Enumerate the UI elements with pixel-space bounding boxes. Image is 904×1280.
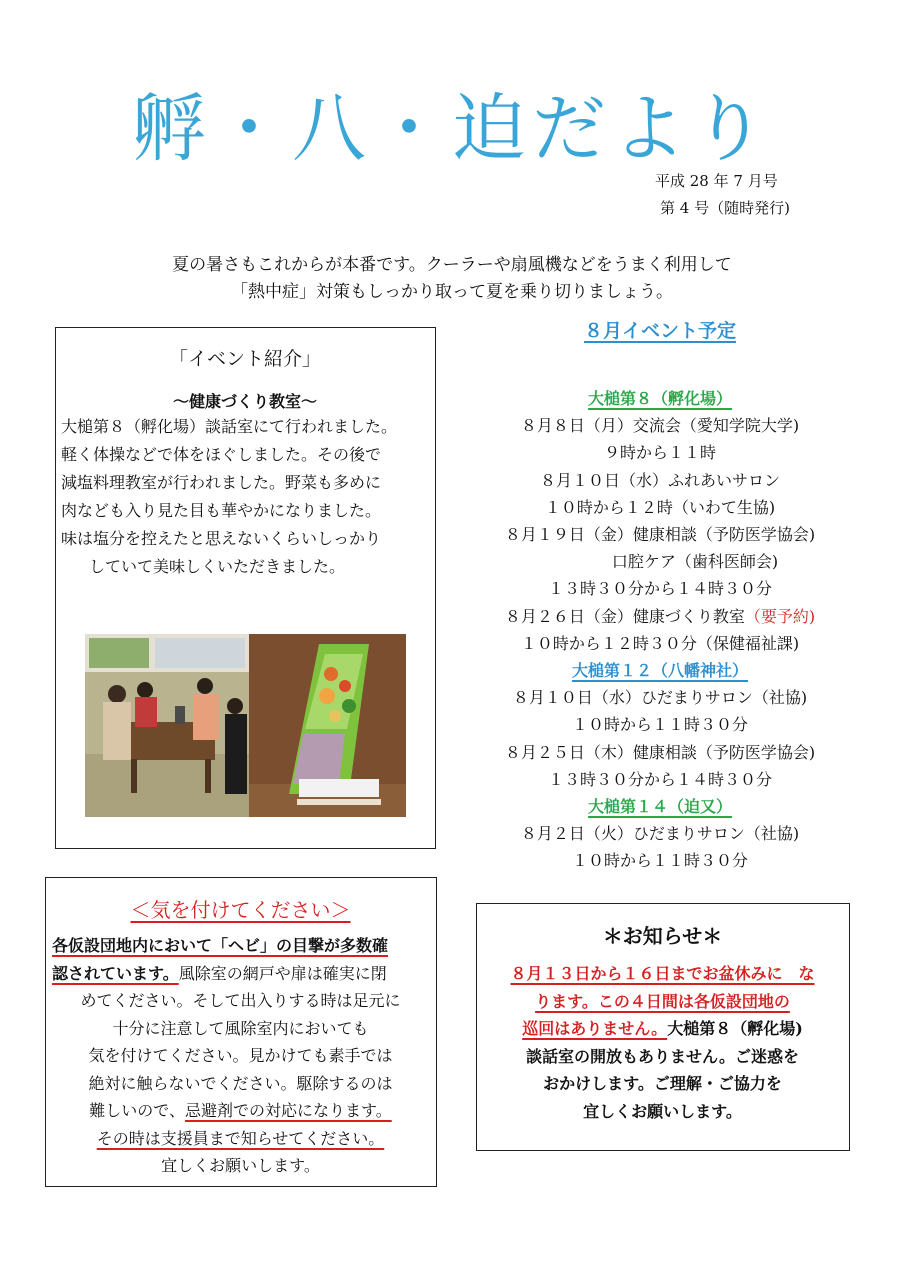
notice-box [476,903,850,1151]
schedule-line: １０時から１２時（いわて生協) [544,497,776,517]
caution-line: 気を付けてください。見かけても素手では [88,1046,393,1065]
schedule-line: １３時３０分から１４時３０分 [547,769,772,789]
notice-emphasis: 巡回はありません。 [522,1019,668,1039]
schedule-line: ８月１０日（水）ふれあいサロン [539,470,780,490]
schedule-list [460,385,860,875]
schedule-line: １０時から１２時３０分（保健福祉課) [520,633,800,653]
schedule-heading: ８月イベント予定 [583,320,736,342]
notice-emphasis: ります。この４日間は各仮設団地の [535,991,790,1011]
cooking-class-photo [85,634,249,817]
event-intro-line: 味は塩分を控えたと思えないくらいしっかり [61,529,382,548]
event-intro-box [55,327,436,849]
caution-emphasis: 各仮設団地内において「ヘビ」の目撃が多数確 [52,936,389,955]
notice-line: 宜しくお願いします。 [583,1101,742,1121]
notice-emphasis: ８月１３日から１６日までお盆休みに な [510,964,815,983]
venue-label: 大槌第１２（八幡神社） [571,661,748,681]
caution-emphasis: 忌避剤での対応になります。 [184,1101,392,1120]
venue-label: 大槌第１４（迫又） [587,797,732,817]
caution-line: 十分に注意して風除室内においても [112,1018,369,1038]
schedule-line: 口腔ケア（歯科医師会) [611,552,779,572]
event-intro-line: 減塩料理教室が行われました。野菜も多めに [61,473,382,492]
schedule-line: ８月１９日（金）健康相談（予防医学協会) [504,525,816,545]
notice-line: 談話室の開放もありません。ご迷惑を [526,1046,799,1066]
caution-heading: ＜気を付けてください＞ [130,898,351,922]
healthy-meal-photo [249,634,406,817]
caution-box [45,877,437,1187]
schedule-line: １０時から１１時３０分 [571,851,748,871]
issue-number: 第 4 号（随時発行) [660,199,790,217]
event-intro-line: 肉なども入り見た目も華やかになりました。 [61,501,382,520]
reservation-required-note: （要予約) [744,606,816,626]
schedule-line: ８月２日（火）ひだまりサロン（社協) [520,824,800,844]
event-intro-body [61,413,397,581]
caution-emphasis: 認されています。 [52,963,179,983]
schedule-line: ８月２５日（木）健康相談（予防医学協会) [504,742,816,762]
schedule-line: ８月２６日（金）健康づくり教室（要予約) [504,606,816,626]
schedule-line: １０時から１１時３０分 [571,715,748,735]
venue-label: 大槌第８（孵化場） [587,389,732,408]
event-intro-line: していて美味しくいただきました。 [89,557,346,576]
event-intro-subheading: ～健康づくり教室～ [172,392,317,411]
caution-line: めてください。そして出入りする時は足元に [80,991,401,1010]
event-intro-line: 軽く体操などで体をほぐしました。その後で [61,445,382,464]
schedule-line: ８月８日（月）交流会（愛知学院大学) [520,416,800,436]
intro-line-2: 「熱中症」対策もしっかり取って夏を乗り切りましょう。 [231,282,673,302]
event-intro-line: 大槌第８（孵化場）談話室にて行われました。 [61,417,398,436]
notice-body: ８月１３日から１６日までお盆休みに な ります。この４日間は各仮設団地の 巡回はありません。大槌第８（孵化場) 談話室の開放もありません。ご迷惑を おかけします。ご理解・ご協力を 宜しくお願いします。 [477,960,848,1126]
intro-line-1: 夏の暑さもこれからが本番です。クーラーや扇風機などをうまく利用して [172,255,732,275]
issue-date: 平成 28 年 7 月号 [655,172,778,190]
notice-heading: ＊お知らせ＊ [602,924,723,948]
caution-body: 各仮設団地内において「ヘビ」の目撃が多数確 認されています。風除室の網戸や扉は確実に閉 めてください。そして出入りする時は足元に 十分に注意して風除室内においても 気を付けてください。見かけても素手では 絶対に触らないでください。駆除するのは 難しいので、忌避剤での対応になります。 その時は支援員まで知らせてください。 宜しくお願いします。 [46,932,435,1180]
notice-line: おかけします。ご理解・ご協力を [543,1074,782,1094]
schedule-line: ８月１０日（水）ひだまりサロン（社協) [512,688,808,708]
caution-line: 絶対に触らないでください。駆除するのは [88,1073,393,1093]
schedule-line: １３時３０分から１４時３０分 [547,579,772,599]
newsletter-title: 孵・八・迫だより [132,86,772,172]
schedule-line: ９時から１１時 [603,443,716,463]
caution-emphasis: その時は支援員まで知らせてください。 [96,1128,385,1148]
caution-line: 宜しくお願いします。 [161,1156,320,1175]
event-intro-heading: 「イベント紹介」 [168,348,321,370]
